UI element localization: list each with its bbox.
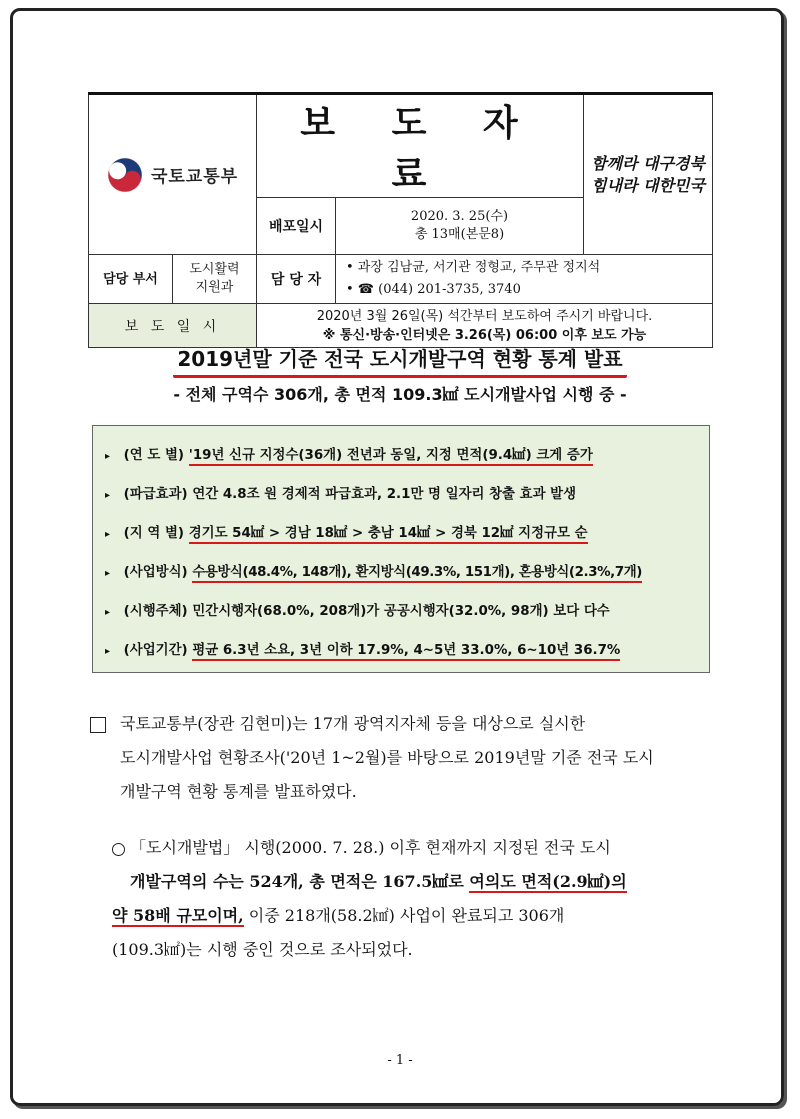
- paragraph-2-line-3-part-b: 이중 218개(58.2㎢) 사업이 완료되고 306개: [243, 906, 565, 925]
- summary-text: 평균 6.3년 소요, 3년 이하 17.9%, 4~5년 33.0%, 6~10년 36.7%: [192, 643, 620, 661]
- ministry-logo-cell: [89, 94, 257, 255]
- triangle-bullet-icon: ▸: [105, 607, 111, 618]
- distribution-info: [336, 198, 584, 255]
- summary-item-effect: [105, 483, 576, 502]
- summary-item-year: [105, 444, 593, 463]
- circle-bullet-icon: [112, 843, 125, 856]
- release-info: [257, 304, 713, 348]
- page-number: - 1 -: [387, 1053, 413, 1068]
- paragraph-2-line-2-part-b: 여의도 면적(2.9㎢)의: [469, 872, 627, 891]
- summary-text: 연간 4.8조 원 경제적 파급효과, 2.1만 명 일자리 창출 효과 발생: [192, 487, 577, 502]
- distribution-pages: 총 13매(본문8): [414, 227, 505, 242]
- slogan-line-1: 함께라 대구경북: [591, 153, 705, 173]
- ministry-name: 국토교통부: [150, 167, 239, 187]
- triangle-bullet-icon: ▸: [105, 646, 111, 657]
- summary-label: (사업방식): [123, 565, 188, 580]
- ministry-emblem-icon: [107, 157, 143, 193]
- release-line-1: 2020년 3월 26일(목) 석간부터 보도하여 주시기 바랍니다.: [316, 308, 653, 324]
- paragraph-2-line-3-part-a: 약 58배 규모이며,: [112, 906, 244, 925]
- slogan-line-2: 힘내라 대한민국: [591, 175, 705, 195]
- paragraph-2: [112, 831, 627, 967]
- document-title: 보 도 자 료: [257, 94, 584, 198]
- manager-contacts: [336, 255, 713, 304]
- summary-text: '19년 신규 지정수(36개) 전년과 동일, 지정 면적(9.4㎢) 크게 증가: [189, 448, 593, 466]
- headline: [0, 343, 800, 378]
- slogan-cell: [584, 94, 713, 255]
- release-line-2: ※ 통신·방송·인터넷은 3.26(목) 06:00 이후 보도 가능: [322, 327, 647, 343]
- dept-label: 담당 부서: [89, 255, 173, 304]
- press-release-header: [88, 92, 713, 348]
- triangle-bullet-icon: ▸: [105, 451, 111, 462]
- paragraph-2-line-1: 「도시개발법」 시행(2000. 7. 28.) 이후 현재까지 지정된 전국 도시: [130, 838, 611, 857]
- summary-label: (파급효과): [123, 487, 188, 502]
- summary-label: (지 역 별): [123, 526, 185, 541]
- summary-label: (시행주체): [123, 604, 188, 619]
- paragraph-1-line-3: 개발구역 현황 통계를 발표하였다.: [120, 782, 357, 801]
- manager-names: • 과장 김남균, 서기관 정형교, 주무관 정지석: [346, 260, 601, 275]
- summary-text: 수용방식(48.4%, 148개), 환지방식(49.3%, 151개), 혼용방식(2.3%,7개): [192, 565, 642, 583]
- summary-box: [92, 425, 710, 673]
- paragraph-2-line-3: [112, 899, 627, 933]
- paragraph-2-line-2: [130, 865, 627, 899]
- slogan: [584, 153, 712, 197]
- manager-label: 담 당 자: [257, 255, 336, 304]
- summary-item-method: [105, 561, 642, 580]
- paragraph-1-line-1: 국토교통부(장관 김현미)는 17개 광역지자체 등을 대상으로 실시한: [120, 714, 586, 733]
- distribution-date: 2020. 3. 25(수): [410, 209, 509, 224]
- triangle-bullet-icon: ▸: [105, 490, 111, 501]
- summary-item-period: [105, 639, 620, 658]
- summary-item-operator: [105, 600, 610, 619]
- ministry-logo: [89, 157, 256, 193]
- triangle-bullet-icon: ▸: [105, 529, 111, 540]
- summary-text: 민간시행자(68.0%, 208개)가 공공시행자(32.0%, 98개) 보다 다수: [192, 604, 610, 619]
- square-bullet-icon: [90, 717, 106, 733]
- paragraph-2-line-2-part-a: 개발구역의 수는 524개, 총 면적은 167.5㎢로: [130, 872, 470, 891]
- triangle-bullet-icon: ▸: [105, 568, 111, 579]
- manager-phone: • ☎ (044) 201-3735, 3740: [346, 282, 521, 297]
- subheadline: - 전체 구역수 306개, 총 면적 109.3㎢ 도시개발사업 시행 중 -: [173, 385, 627, 404]
- summary-text: 경기도 54㎢ > 경남 18㎢ > 충남 14㎢ > 경북 12㎢ 지정규모 순: [189, 526, 588, 544]
- distribution-label: 배포일시: [257, 198, 336, 255]
- dept-name: 도시활력 지원과: [173, 255, 257, 304]
- paragraph-2-line-4: (109.3㎢)는 시행 중인 것으로 조사되었다.: [112, 940, 413, 959]
- summary-label: (사업기간): [123, 643, 188, 658]
- summary-label: (연 도 별): [123, 448, 185, 463]
- paragraph-1: [120, 707, 654, 809]
- paragraph-1-line-2: 도시개발사업 현황조사('20년 1~2월)를 바탕으로 2019년말 기준 전국 도시: [120, 748, 654, 767]
- headline-text: 2019년말 기준 전국 도시개발구역 현황 통계 발표: [173, 343, 626, 378]
- release-label: 보 도 일 시: [89, 304, 257, 348]
- summary-item-region: [105, 522, 588, 541]
